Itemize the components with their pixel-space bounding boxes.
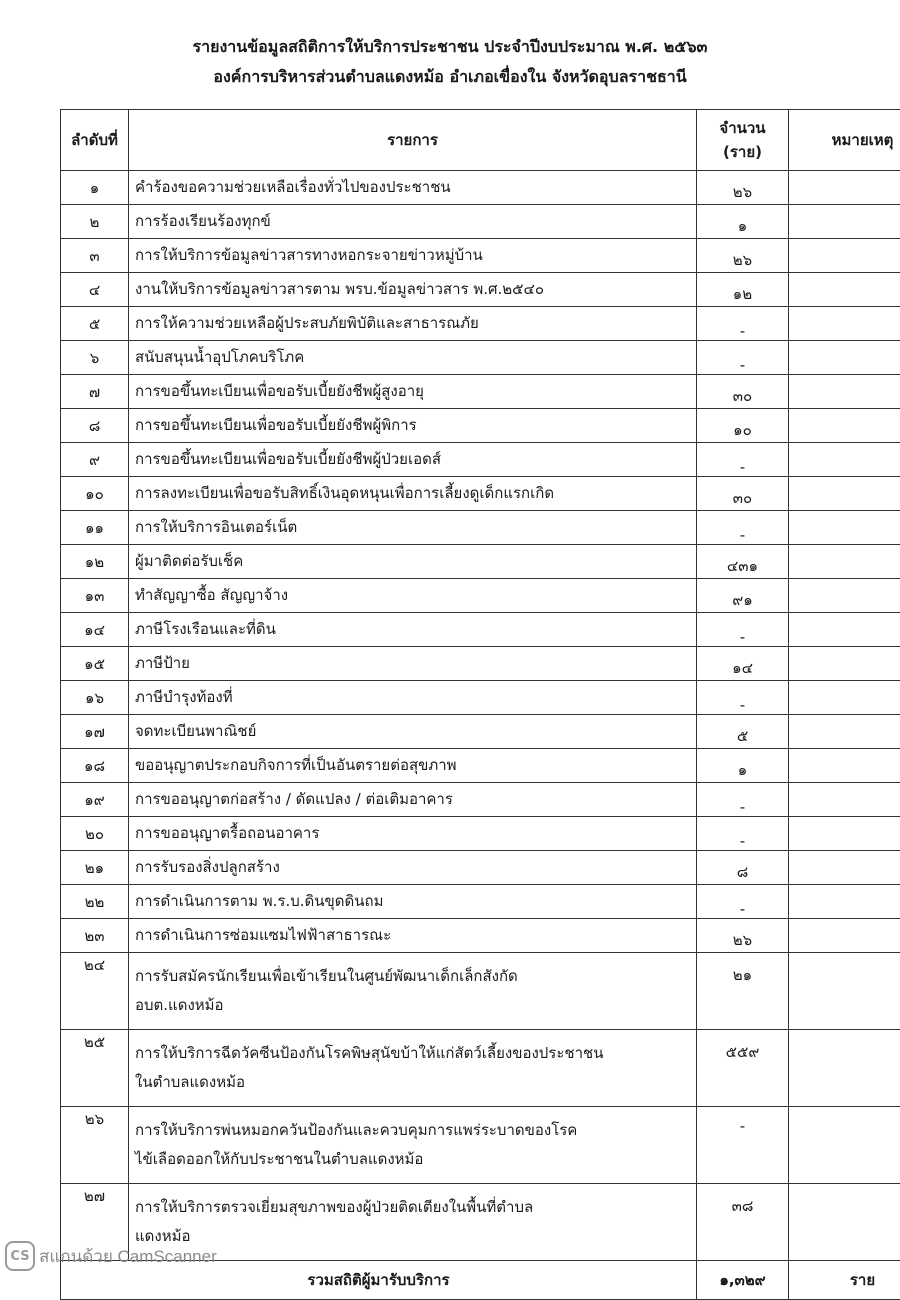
row-item — [129, 171, 697, 205]
row-number: ๒๖ — [61, 1107, 129, 1184]
row-item-text: ภาษีโรงเรือนและที่ดิน — [135, 615, 690, 644]
row-item — [129, 375, 697, 409]
row-item-text: สนับสนุนน้ำอุปโภคบริโภค — [135, 343, 690, 372]
row-number: ๗ — [61, 375, 129, 409]
row-item-text: การให้ความช่วยเหลือผู้ประสบภัยพิบัติและสาธารณภัย — [135, 309, 690, 338]
row-amount: ๒๖ — [697, 171, 789, 205]
row-remark — [789, 647, 900, 681]
row-item-text: ภาษีบำรุงท้องที่ — [135, 683, 690, 712]
row-remark — [789, 715, 900, 749]
row-number: ๑๕ — [61, 647, 129, 681]
row-item — [129, 239, 697, 273]
total-amount: ๑,๓๒๙ — [697, 1261, 789, 1300]
row-remark — [789, 681, 900, 715]
row-item-text: การให้บริการฉีดวัคซีนป้องกันโรคพิษสุนัขบ้าให้แก่สัตว์เลี้ยงของประชาชน — [135, 1039, 690, 1068]
row-number: ๑๗ — [61, 715, 129, 749]
report-header — [0, 32, 900, 92]
row-item — [129, 953, 697, 1030]
row-remark — [789, 171, 900, 205]
row-amount: ๓๐ — [697, 477, 789, 511]
row-amount: ๑๒ — [697, 273, 789, 307]
row-number: ๑๓ — [61, 579, 129, 613]
row-item-text: การดำเนินการตาม พ.ร.บ.ดินขุดดินถม — [135, 887, 690, 916]
row-remark — [789, 341, 900, 375]
row-item — [129, 1107, 697, 1184]
watermark-text: สแกนด้วย CamScanner — [39, 1243, 217, 1270]
statistics-table — [60, 109, 900, 1300]
table-row — [61, 375, 900, 409]
row-amount: ๕๕๙ — [697, 1030, 789, 1107]
row-number: ๙ — [61, 443, 129, 477]
row-amount: - — [697, 613, 789, 647]
row-number: ๑๔ — [61, 613, 129, 647]
table-row — [61, 715, 900, 749]
row-amount: - — [697, 307, 789, 341]
row-item — [129, 545, 697, 579]
row-item — [129, 579, 697, 613]
row-item-text-continued: ไข้เลือดออกให้กับประชาชนในตำบลแดงหม้อ — [135, 1145, 690, 1174]
row-item-text: การขออนุญาตรื้อถอนอาคาร — [135, 819, 690, 848]
header-amount — [697, 110, 789, 171]
row-item-text: การให้บริการข้อมูลข่าวสารทางหอกระจายข่าวหมู่บ้าน — [135, 241, 690, 270]
row-item — [129, 919, 697, 953]
table-row — [61, 1107, 900, 1184]
table-row — [61, 749, 900, 783]
row-amount: ๑ — [697, 205, 789, 239]
row-remark — [789, 239, 900, 273]
header-remark: หมายเหตุ — [789, 110, 900, 171]
table-row — [61, 273, 900, 307]
row-item-text: ทำสัญญาซื้อ สัญญาจ้าง — [135, 581, 690, 610]
row-amount: ๕ — [697, 715, 789, 749]
row-item — [129, 613, 697, 647]
table-row — [61, 783, 900, 817]
row-item — [129, 273, 697, 307]
table-row — [61, 885, 900, 919]
scanner-watermark — [5, 1238, 305, 1274]
row-item-text-continued: แดงหม้อ — [135, 1222, 690, 1251]
row-amount: - — [697, 341, 789, 375]
row-remark — [789, 477, 900, 511]
table-row — [61, 579, 900, 613]
table-row — [61, 477, 900, 511]
row-remark — [789, 545, 900, 579]
row-amount: ๒๖ — [697, 919, 789, 953]
row-remark — [789, 613, 900, 647]
row-number: ๒๔ — [61, 953, 129, 1030]
row-remark — [789, 409, 900, 443]
row-item — [129, 851, 697, 885]
row-item-text: การให้บริการอินเตอร์เน็ต — [135, 513, 690, 542]
row-item — [129, 205, 697, 239]
camscanner-logo-icon: CS — [5, 1241, 35, 1271]
row-amount: - — [697, 885, 789, 919]
row-item-text: การรับรองสิ่งปลูกสร้าง — [135, 853, 690, 882]
row-remark — [789, 511, 900, 545]
row-item-text: การขออนุญาตก่อสร้าง / ดัดแปลง / ต่อเติมอาคาร — [135, 785, 690, 814]
row-number: ๑๑ — [61, 511, 129, 545]
row-item-text: งานให้บริการข้อมูลข่าวสารตาม พรบ.ข้อมูลข่าวสาร พ.ศ.๒๕๔๐ — [135, 275, 690, 304]
table-row — [61, 171, 900, 205]
row-item — [129, 1030, 697, 1107]
row-remark — [789, 375, 900, 409]
row-item — [129, 681, 697, 715]
row-item — [129, 477, 697, 511]
table-row — [61, 953, 900, 1030]
row-item — [129, 443, 697, 477]
row-amount: - — [697, 817, 789, 851]
row-remark — [789, 205, 900, 239]
row-remark — [789, 749, 900, 783]
row-remark — [789, 1107, 900, 1184]
row-item-text: จดทะเบียนพาณิชย์ — [135, 717, 690, 746]
table-row — [61, 239, 900, 273]
row-item-text: ผู้มาติดต่อรับเช็ค — [135, 547, 690, 576]
row-item-text: การขอขึ้นทะเบียนเพื่อขอรับเบี้ยยังชีพผู้พิการ — [135, 411, 690, 440]
row-item-text: คำร้องขอความช่วยเหลือเรื่องทั่วไปของประชาชน — [135, 173, 690, 202]
total-unit: ราย — [789, 1261, 900, 1300]
row-number: ๕ — [61, 307, 129, 341]
row-number: ๑๒ — [61, 545, 129, 579]
header-item: รายการ — [129, 110, 697, 171]
header-amount-line2: (ราย) — [703, 140, 782, 164]
table-row — [61, 307, 900, 341]
row-amount: ๓๐ — [697, 375, 789, 409]
row-item — [129, 511, 697, 545]
header-amount-line1: จำนวน — [703, 116, 782, 140]
row-item-text: การดำเนินการซ่อมแซมไฟฟ้าสาธารณะ — [135, 921, 690, 950]
row-remark — [789, 579, 900, 613]
row-item — [129, 817, 697, 851]
row-item-text-continued: ในตำบลแดงหม้อ — [135, 1068, 690, 1097]
row-amount: ๓๘ — [697, 1184, 789, 1261]
row-number: ๑ — [61, 171, 129, 205]
row-amount: - — [697, 1107, 789, 1184]
table-row — [61, 817, 900, 851]
table-row — [61, 851, 900, 885]
table-header-row — [61, 110, 900, 171]
row-item-text: การให้บริการตรวจเยี่ยมสุขภาพของผู้ป่วยติดเตียงในพื้นที่ตำบล — [135, 1193, 690, 1222]
row-amount: ๔๓๑ — [697, 545, 789, 579]
row-item-text-continued: อบต.แดงหม้อ — [135, 991, 690, 1020]
row-amount: ๘ — [697, 851, 789, 885]
row-number: ๑๘ — [61, 749, 129, 783]
row-amount: ๒๖ — [697, 239, 789, 273]
row-number: ๒๑ — [61, 851, 129, 885]
row-item-text: ภาษีป้าย — [135, 649, 690, 678]
table-row — [61, 647, 900, 681]
row-remark — [789, 885, 900, 919]
row-amount: ๙๑ — [697, 579, 789, 613]
row-remark — [789, 851, 900, 885]
row-item-text: การให้บริการพ่นหมอกควันป้องกันและควบคุมการแพร่ระบาดของโรค — [135, 1116, 690, 1145]
row-amount: - — [697, 681, 789, 715]
row-item — [129, 647, 697, 681]
row-number: ๔ — [61, 273, 129, 307]
row-remark — [789, 443, 900, 477]
row-amount: - — [697, 511, 789, 545]
row-remark — [789, 307, 900, 341]
row-item-text: การรับสมัครนักเรียนเพื่อเข้าเรียนในศูนย์พัฒนาเด็กเล็กสังกัด — [135, 962, 690, 991]
table-row — [61, 919, 900, 953]
report-title: รายงานข้อมูลสถิติการให้บริการประชาชน ประจำปีงบประมาณ พ.ศ. ๒๕๖๓ — [0, 32, 900, 62]
row-item-text: การขอขึ้นทะเบียนเพื่อขอรับเบี้ยยังชีพผู้สูงอายุ — [135, 377, 690, 406]
row-item-text: ขออนุญาตประกอบกิจการที่เป็นอันตรายต่อสุขภาพ — [135, 751, 690, 780]
row-number: ๖ — [61, 341, 129, 375]
row-number: ๘ — [61, 409, 129, 443]
row-item-text: การร้องเรียนร้องทุกข์ — [135, 207, 690, 236]
row-remark — [789, 817, 900, 851]
row-number: ๒๗ — [61, 1184, 129, 1261]
row-item — [129, 409, 697, 443]
table-row — [61, 545, 900, 579]
row-remark — [789, 919, 900, 953]
row-number: ๑๖ — [61, 681, 129, 715]
row-number: ๑๐ — [61, 477, 129, 511]
table-row — [61, 341, 900, 375]
table-row — [61, 613, 900, 647]
report-subtitle: องค์การบริหารส่วนตำบลแดงหม้อ อำเภอเขื่องใน จังหวัดอุบลราชธานี — [0, 62, 900, 92]
row-number: ๓ — [61, 239, 129, 273]
total-label: รวมสถิติผู้มารับบริการ — [61, 1261, 697, 1300]
row-remark — [789, 783, 900, 817]
row-item — [129, 341, 697, 375]
row-number: ๒ — [61, 205, 129, 239]
table-body — [61, 171, 900, 1261]
row-item-text: การขอขึ้นทะเบียนเพื่อขอรับเบี้ยยังชีพผู้ป่วยเอดส์ — [135, 445, 690, 474]
row-amount: ๑๔ — [697, 647, 789, 681]
table-row — [61, 443, 900, 477]
row-item — [129, 885, 697, 919]
row-item — [129, 749, 697, 783]
row-remark — [789, 953, 900, 1030]
row-amount: - — [697, 443, 789, 477]
row-number: ๒๐ — [61, 817, 129, 851]
row-number: ๒๓ — [61, 919, 129, 953]
row-item — [129, 307, 697, 341]
row-item — [129, 715, 697, 749]
row-amount: ๒๑ — [697, 953, 789, 1030]
row-remark — [789, 1184, 900, 1261]
row-number: ๒๕ — [61, 1030, 129, 1107]
row-amount: - — [697, 783, 789, 817]
table-row — [61, 511, 900, 545]
table-row — [61, 1030, 900, 1107]
row-number: ๒๒ — [61, 885, 129, 919]
row-remark — [789, 273, 900, 307]
row-amount: ๑ — [697, 749, 789, 783]
table-row — [61, 205, 900, 239]
row-item — [129, 783, 697, 817]
row-amount: ๑๐ — [697, 409, 789, 443]
table-row — [61, 409, 900, 443]
row-remark — [789, 1030, 900, 1107]
row-number: ๑๙ — [61, 783, 129, 817]
header-no: ลำดับที่ — [61, 110, 129, 171]
table-row — [61, 681, 900, 715]
row-item-text: การลงทะเบียนเพื่อขอรับสิทธิ์เงินอุดหนุนเพื่อการเลี้ยงดูเด็กแรกเกิด — [135, 479, 690, 508]
